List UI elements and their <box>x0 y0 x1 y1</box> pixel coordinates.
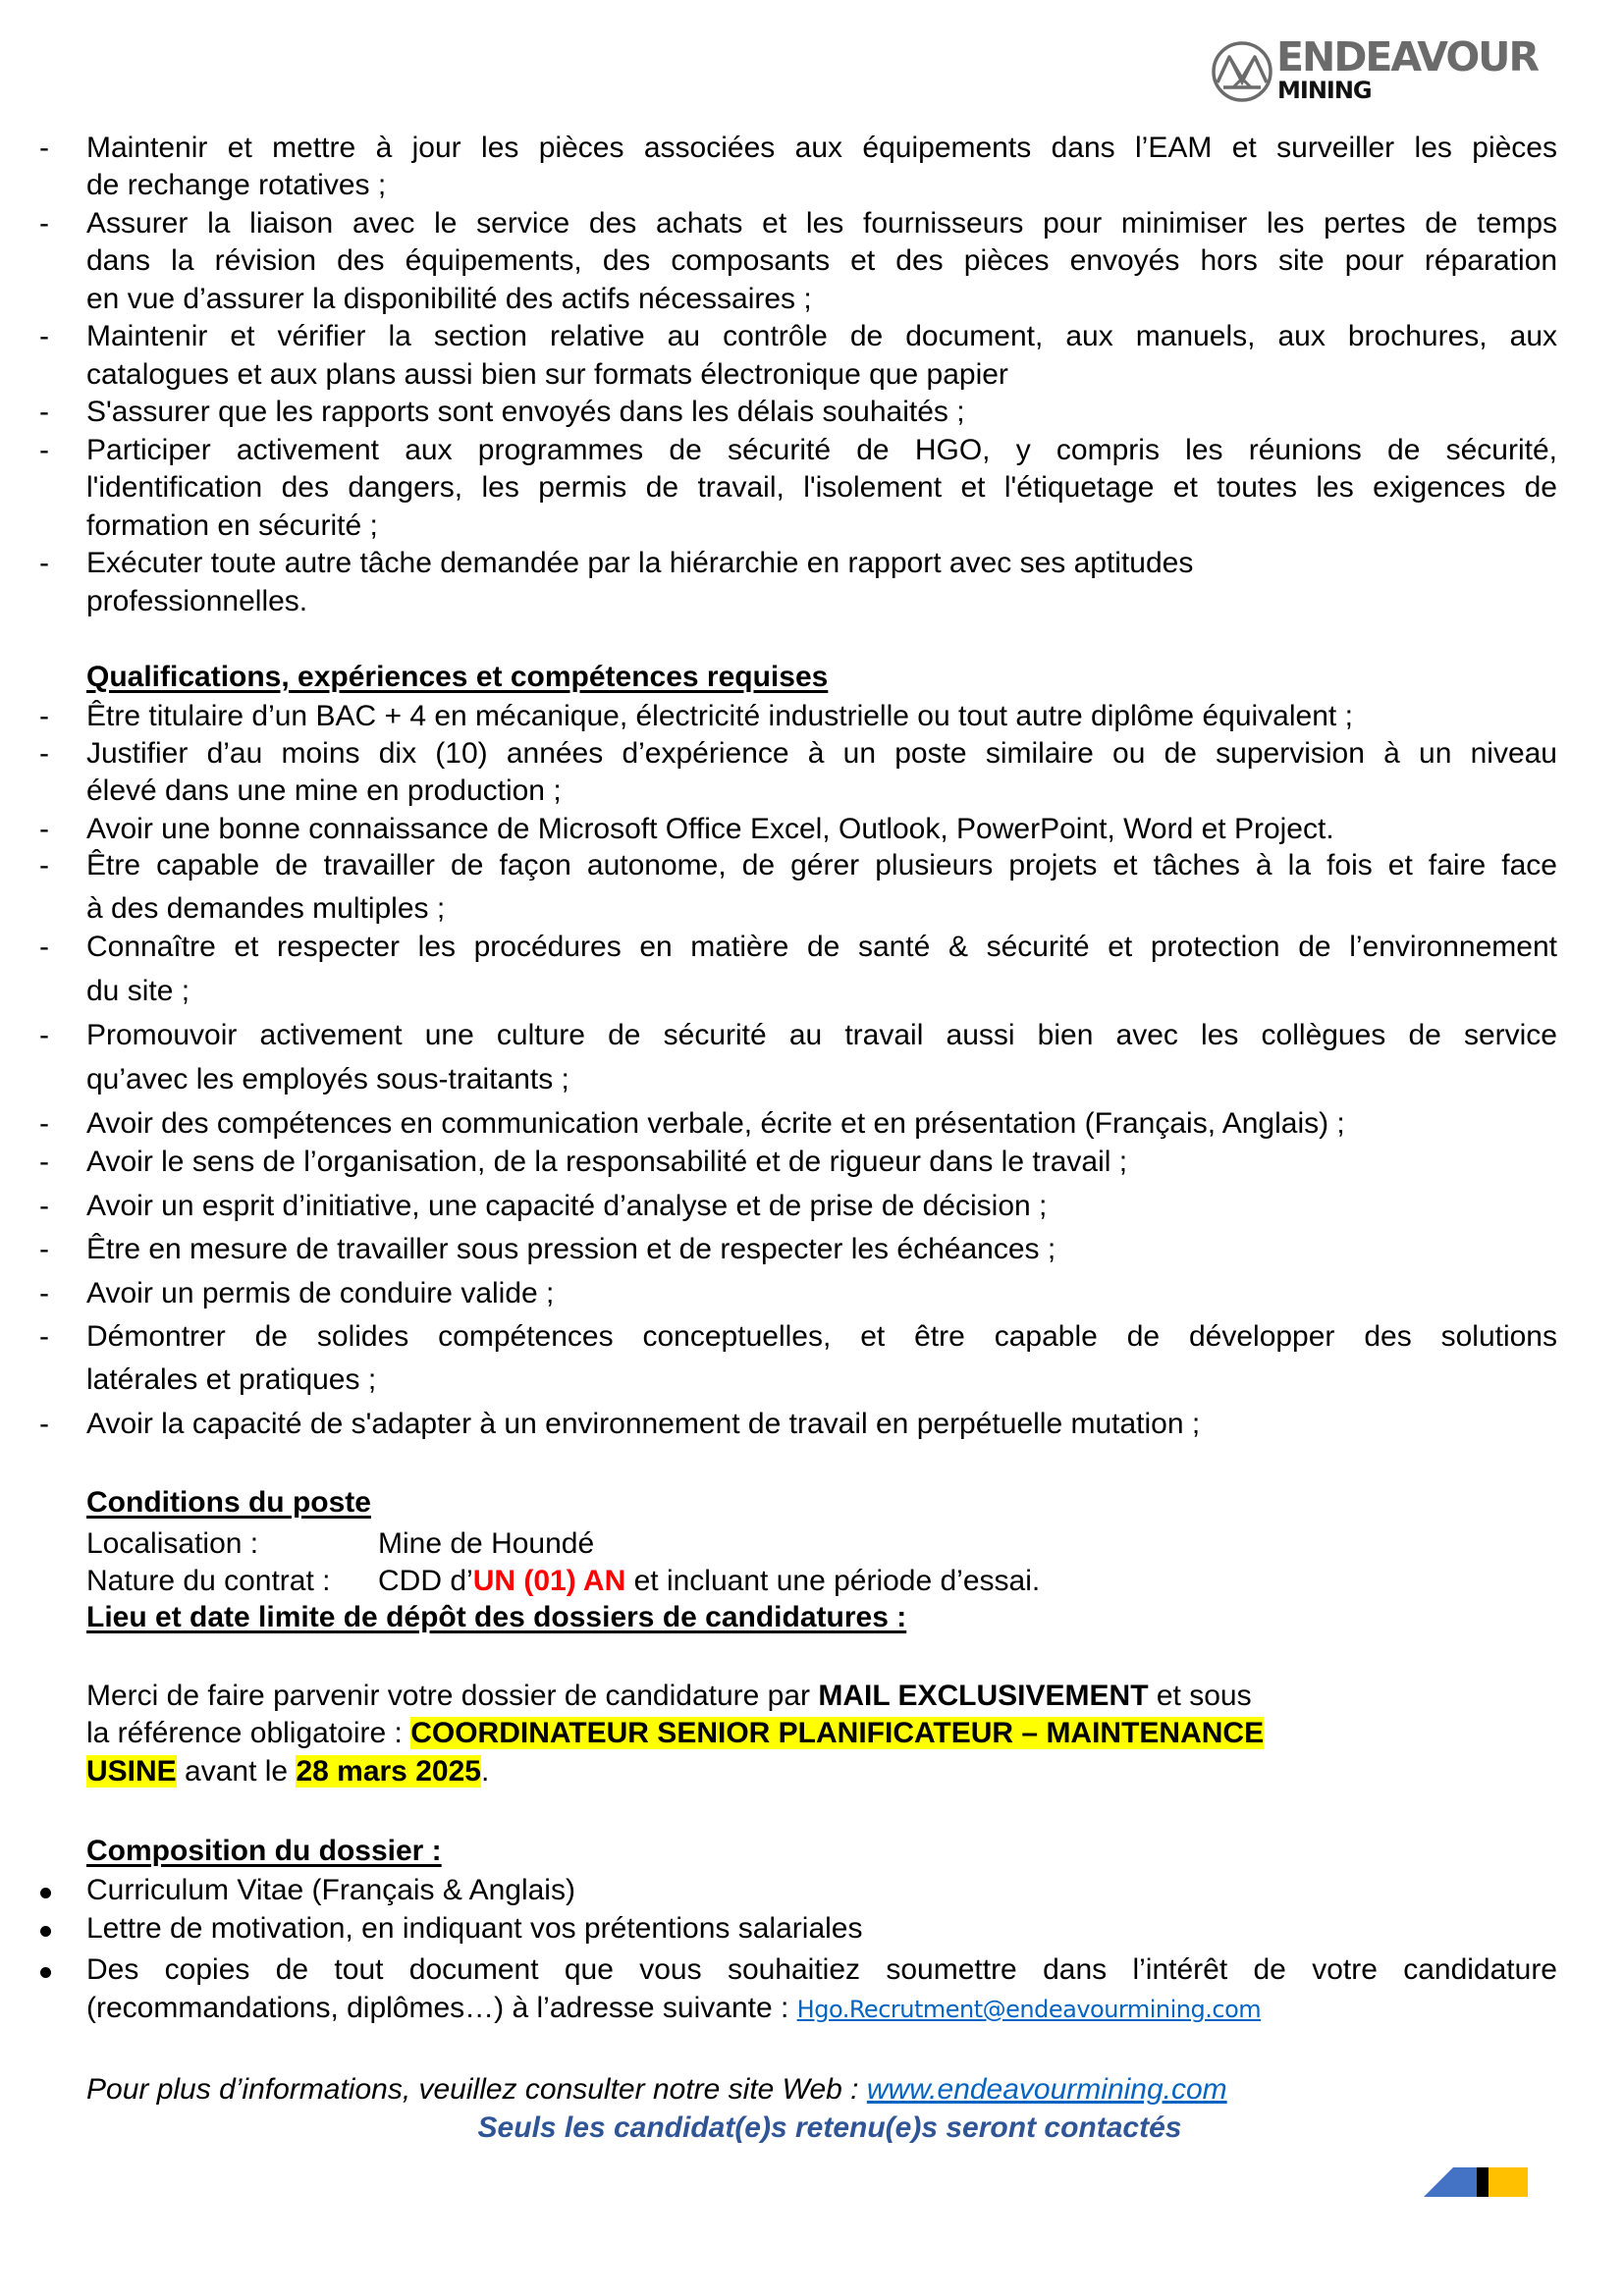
location-row <box>86 1526 1557 1562</box>
contract-row <box>86 1564 1557 1599</box>
dash-bullet-icon: - <box>39 813 49 845</box>
list-item-text: Être capable de travailler de façon autonome, de gérer plusieurs projets et tâches à la fois et faire face <box>86 849 1557 881</box>
list-item-text: en vue d’assurer la disponibilité des actifs nécessaires ; <box>86 283 812 315</box>
list-item-text: à des demandes multiples ; <box>86 892 446 925</box>
dash-bullet-icon: - <box>39 700 49 732</box>
list-item-text: professionnelles. <box>86 585 308 617</box>
list-item-text: Avoir un permis de conduire valide ; <box>86 1277 555 1309</box>
list-item-text: Être titulaire d’un BAC + 4 en mécanique, électricité industrielle ou tout autre diplôme équivalent ; <box>86 700 1353 732</box>
submission-line-1 <box>86 1679 1252 1714</box>
list-item-text: S'assurer que les rapports sont envoyés dans les délais souhaités ; <box>86 396 965 428</box>
location-value: Mine de Houndé <box>378 1527 595 1560</box>
submission-text: avant le <box>176 1755 297 1788</box>
list-item-text: Assurer la liaison avec le service des achats et les fournisseurs pour minimiser les pertes de temps <box>86 207 1557 240</box>
submission-text: et sous <box>1148 1680 1252 1712</box>
list-item-text: Être en mesure de travailler sous pression et de respecter les échéances ; <box>86 1233 1056 1265</box>
list-item-text: Démontrer de solides compétences conceptuelles, et être capable de développer des solutions <box>86 1320 1557 1353</box>
list-item-text: Curriculum Vitae (Français & Anglais) <box>86 1874 575 1906</box>
mountain-logo-icon <box>1210 39 1274 104</box>
job-reference-highlight: COORDINATEUR SENIOR PLANIFICATEUR – MAINTENANCE <box>410 1717 1265 1749</box>
location-label: Localisation : <box>86 1527 259 1560</box>
submission-text: Merci de faire parvenir votre dossier de candidature par <box>86 1680 819 1712</box>
dash-bullet-icon: - <box>39 1019 49 1051</box>
dash-bullet-icon: - <box>39 931 49 963</box>
list-item-text-continued <box>86 1991 1261 2027</box>
dash-bullet-icon: - <box>39 737 49 770</box>
list-item-text: dans la révision des équipements, des composants et des pièces envoyés hors site pour réparation <box>86 244 1557 277</box>
list-item-text: latérales et pratiques ; <box>86 1363 377 1396</box>
dash-bullet-icon: - <box>39 1146 49 1178</box>
dash-bullet-icon: - <box>39 320 49 352</box>
website-link[interactable]: www.endeavourmining.com <box>866 2073 1227 2106</box>
dash-bullet-icon: - <box>39 396 49 428</box>
address-prefix: (recommandations, diplômes…) à l’adresse suivante : <box>86 1992 797 2024</box>
contract-prefix: CDD d’ <box>378 1565 473 1597</box>
dash-bullet-icon: - <box>39 1320 49 1353</box>
contract-label: Nature du contrat : <box>86 1565 331 1597</box>
dash-bullet-icon: - <box>39 1190 49 1222</box>
list-item-text: formation en sécurité ; <box>86 509 378 542</box>
list-item-text: Justifier d’au moins dix (10) années d’expérience à un poste similaire ou de supervision à un niveau <box>86 737 1557 770</box>
conditions-heading: Conditions du poste <box>86 1486 371 1519</box>
list-item-text: catalogues et aux plans aussi bien sur formats électronique que papier <box>86 358 1008 391</box>
list-item-text: Avoir un esprit d’initiative, une capacité d’analyse et de prise de décision ; <box>86 1190 1048 1222</box>
shortlist-notice: Seuls les candidat(e)s retenu(e)s seront contactés <box>477 2111 1182 2144</box>
list-item-text: Avoir des compétences en communication verbale, écrite et en présentation (Français, Anglais) ; <box>86 1107 1345 1140</box>
mail-exclusively: MAIL EXCLUSIVEMENT <box>818 1680 1149 1712</box>
more-info-text: Pour plus d’informations, veuillez consulter notre site Web : <box>86 2073 867 2106</box>
list-item-text: Connaître et respecter les procédures en matière de santé & sécurité et protection de l’environnement <box>86 931 1557 963</box>
email-link[interactable]: Hgo.Recrutment@endeavourmining.com <box>796 1996 1262 2023</box>
list-item-text: élevé dans une mine en production ; <box>86 774 562 807</box>
dash-bullet-icon: - <box>39 207 49 240</box>
dash-bullet-icon: - <box>39 1107 49 1140</box>
list-item-text: Exécuter toute autre tâche demandée par la hiérarchie en rapport avec ses aptitudes <box>86 547 1194 579</box>
dash-bullet-icon: - <box>39 547 49 579</box>
dossier-heading: Composition du dossier : <box>86 1835 442 1867</box>
dash-bullet-icon: - <box>39 849 49 881</box>
list-item-text: Avoir une bonne connaissance de Microsoft Office Excel, Outlook, PowerPoint, Word et Project. <box>86 813 1334 845</box>
logo-wordmark-mining: MINING <box>1277 77 1372 104</box>
submission-line-3 <box>86 1754 489 1789</box>
list-item-text: Avoir le sens de l’organisation, de la responsabilité et de rigueur dans le travail ; <box>86 1146 1128 1178</box>
list-item-text: Avoir la capacité de s'adapter à un environnement de travail en perpétuelle mutation ; <box>86 1408 1201 1440</box>
brand-color-mark-icon <box>1424 2167 1528 2197</box>
submission-text: . <box>480 1755 490 1788</box>
bullet-dot-icon <box>40 1967 51 1978</box>
list-item-text: qu’avec les employés sous-traitants ; <box>86 1063 569 1095</box>
endeavour-mining-logo <box>1208 33 1581 108</box>
dash-bullet-icon: - <box>39 1408 49 1440</box>
contract-duration: UN (01) AN <box>472 1565 626 1597</box>
logo-wordmark-endeavour: ENDEAVOUR <box>1276 33 1539 80</box>
submission-text: la référence obligatoire : <box>86 1717 411 1749</box>
dash-bullet-icon: - <box>39 132 49 164</box>
contract-value <box>378 1564 1040 1599</box>
list-item-text: Des copies de tout document que vous souhaitiez soumettre dans l’intérêt de votre candidature <box>86 1953 1557 1986</box>
submission-heading: Lieu et date limite de dépôt des dossiers de candidatures : <box>86 1601 907 1633</box>
list-item-text: Participer activement aux programmes de sécurité de HGO, y compris les réunions de sécurité, <box>86 434 1557 466</box>
list-item-text: Lettre de motivation, en indiquant vos prétentions salariales <box>86 1912 863 1945</box>
deadline-date: 28 mars 2025 <box>296 1755 481 1788</box>
dash-bullet-icon: - <box>39 1233 49 1265</box>
bullet-dot-icon <box>40 1926 51 1937</box>
bullet-dot-icon <box>40 1888 51 1898</box>
list-item-text: Maintenir et vérifier la section relative au contrôle de document, aux manuels, aux brochures, aux <box>86 320 1557 352</box>
job-reference-highlight: USINE <box>86 1755 177 1788</box>
submission-line-2 <box>86 1716 1264 1751</box>
qualifications-heading: Qualifications, expériences et compétences requises <box>86 661 829 693</box>
more-info-line <box>86 2072 1227 2108</box>
dash-bullet-icon: - <box>39 434 49 466</box>
list-item-text: Promouvoir activement une culture de sécurité au travail aussi bien avec les collègues de service <box>86 1019 1557 1051</box>
list-item-text: l'identification des dangers, les permis de travail, l'isolement et l'étiquetage et toutes les exigences de <box>86 471 1557 504</box>
list-item-text: de rechange rotatives ; <box>86 169 387 201</box>
list-item-text: du site ; <box>86 975 190 1007</box>
dash-bullet-icon: - <box>39 1277 49 1309</box>
list-item-text: Maintenir et mettre à jour les pièces associées aux équipements dans l’EAM et surveiller les pièces <box>86 132 1557 164</box>
contract-suffix: et incluant une période d’essai. <box>625 1565 1041 1597</box>
